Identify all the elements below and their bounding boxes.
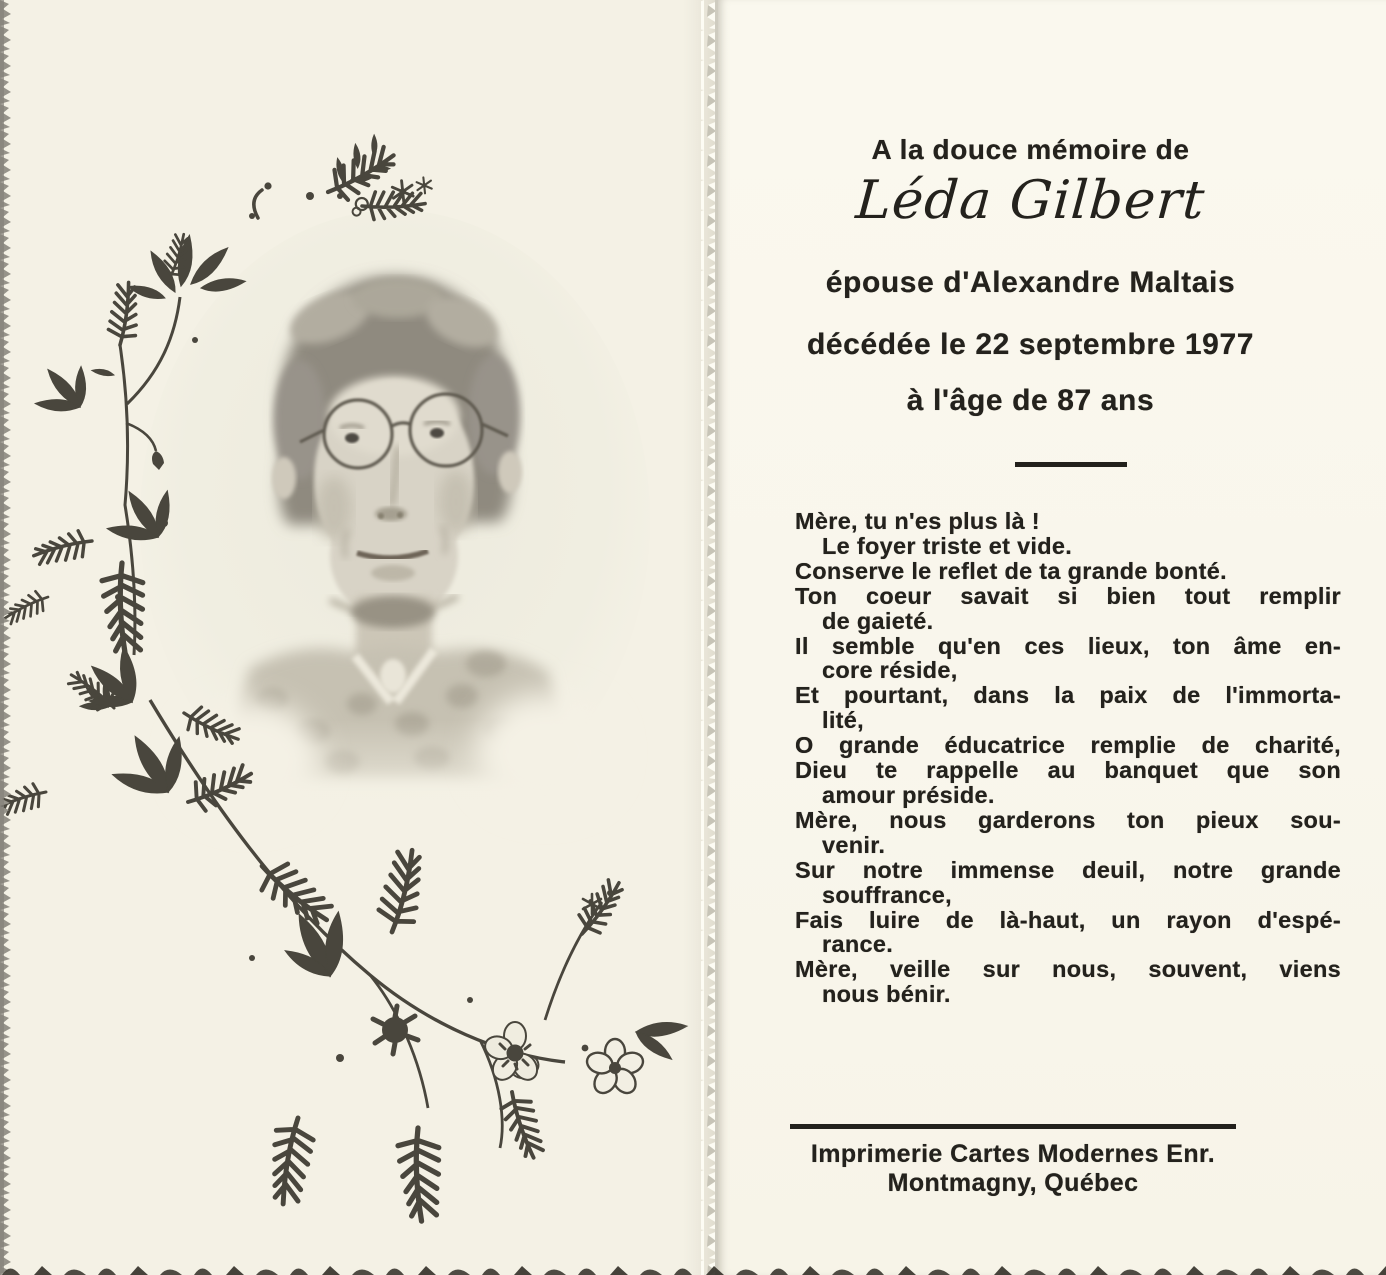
- poem-line: lité,: [822, 707, 864, 734]
- short-divider-rule: [1015, 462, 1127, 467]
- poem-line: Mère, tu n'es plus là !: [795, 508, 1040, 534]
- poem-line: Ton coeur savait si bien tout remplir: [795, 582, 1341, 609]
- poem-line: nous bénir.: [822, 981, 951, 1008]
- poem-line: Mère, veille sur nous, souvent, viens: [795, 956, 1341, 983]
- poem-line: Conserve le reflet de ta grande bonté.: [795, 557, 1227, 584]
- printer-name: Imprimerie Cartes Modernes Enr.: [810, 1140, 1216, 1168]
- memorial-poem: [795, 509, 1341, 1007]
- poem-line: Dieu te rappelle au banquet que son: [795, 757, 1341, 784]
- deckled-bottom-edge: [0, 1257, 1386, 1275]
- dedication-intro: A la douce mémoire de: [871, 134, 1190, 165]
- poem-line: Fais luire de là-haut, un rayon d'espé-: [795, 906, 1341, 933]
- dedication-spouse: épouse d'Alexandre Maltais: [825, 266, 1236, 299]
- poem-line: Mère, nous garderons ton pieux sou-: [795, 806, 1341, 833]
- dedication-death: décédée le 22 septembre 1977: [806, 328, 1255, 361]
- printer-credit: [790, 1140, 1236, 1198]
- text-panel: [718, 0, 1386, 1275]
- poem-line: de gaieté.: [822, 607, 934, 634]
- poem-line: Et pourtant, dans la paix de l'immorta-: [795, 682, 1341, 709]
- printer-location: Montmagny, Québec: [887, 1169, 1139, 1197]
- poem-line: core réside,: [822, 657, 958, 684]
- poem-line: Sur notre immense deuil, notre grande: [795, 856, 1341, 883]
- poem-line: rance.: [822, 931, 894, 958]
- poem-line: Le foyer triste et vide.: [822, 532, 1073, 559]
- poem-line: amour préside.: [822, 781, 995, 808]
- deceased-name: Léda Gilbert: [853, 170, 1208, 231]
- poem-line: Il semble qu'en ces lieux, ton âme en-: [795, 632, 1341, 659]
- poem-line: O grande éducatrice remplie de charité,: [795, 732, 1341, 759]
- deckled-fold-edge: [701, 0, 717, 1275]
- poem-line: venir.: [822, 831, 886, 858]
- footer-divider-rule: [790, 1124, 1236, 1129]
- dedication-age: à l'âge de 87 ans: [906, 384, 1155, 417]
- poem-line: souffrance,: [822, 881, 952, 908]
